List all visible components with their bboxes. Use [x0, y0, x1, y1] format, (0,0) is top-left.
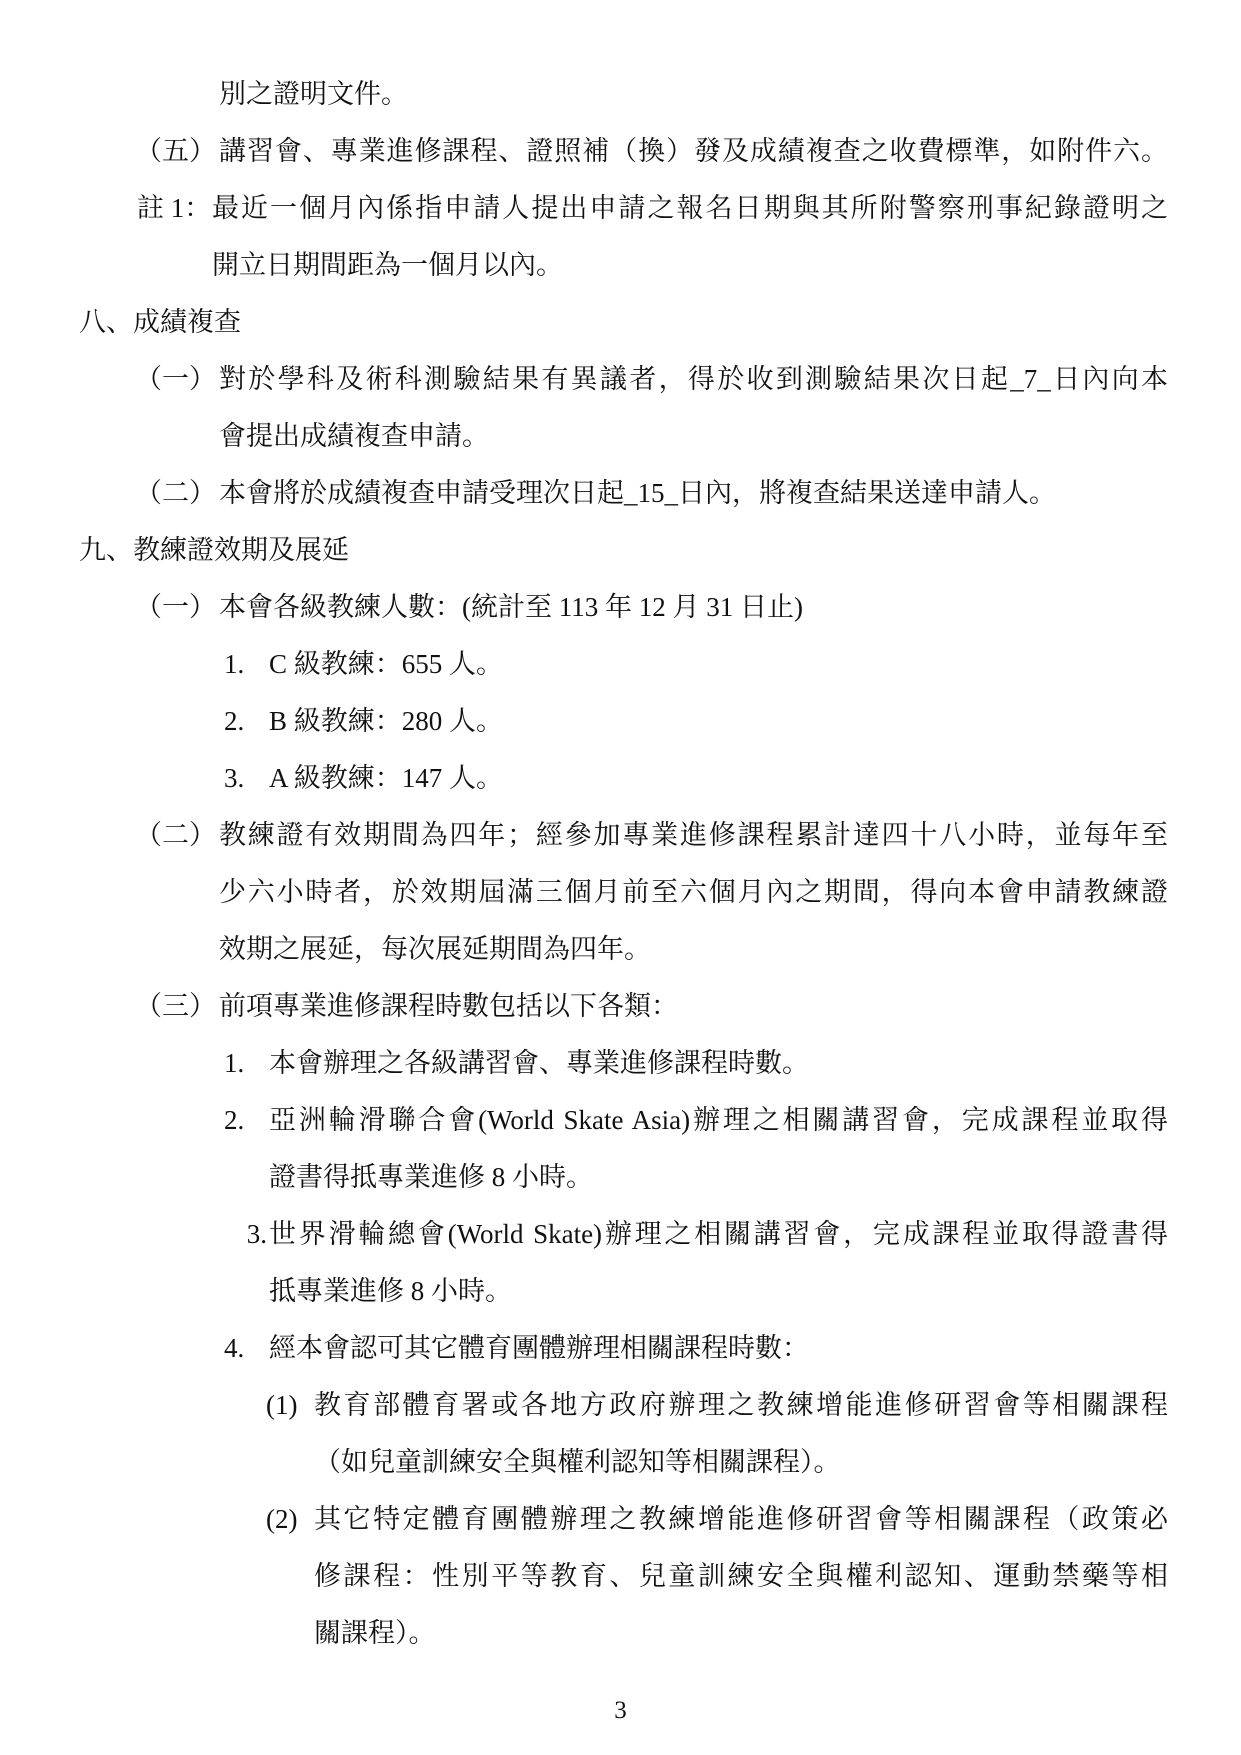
item-text-line: 少六小時者，於效期屆滿三個月前至六個月內之期間，得向本會申請教練證: [219, 877, 1168, 907]
subitem-text-line: A 級教練：147 人。: [269, 763, 504, 793]
item-text-line: 前項專業進修課程時數包括以下各類：: [219, 991, 678, 1021]
carryover-line: [0, 66, 1168, 123]
carryover-text: 別之證明文件。: [219, 79, 408, 109]
list-item: [0, 465, 1168, 522]
list-item-continuation: [0, 864, 1168, 921]
subitem-text-line: 世界滑輪總會(World Skate)辦理之相關講習會，完成課程並取得證書得: [269, 1219, 1168, 1249]
subitem-marker: 3.: [246, 1219, 267, 1249]
subitem: [0, 1092, 1168, 1149]
subitem: [0, 750, 1168, 807]
list-item-continuation: [0, 921, 1168, 978]
note-text-line: 開立日期間距為一個月以內。: [212, 250, 563, 280]
subitem: [0, 1035, 1168, 1092]
subitem-text-line: 亞洲輪滑聯合會(World Skate Asia)辦理之相關講習會，完成課程並取得: [269, 1105, 1168, 1135]
section-heading: [0, 294, 1168, 351]
subitem: [0, 1320, 1168, 1377]
page-number: 3: [614, 1697, 627, 1724]
nested-subitem-marker: (1): [266, 1390, 298, 1420]
nested-subitem-text-line: （如兒童訓練安全與權利認知等相關課程）。: [314, 1447, 841, 1477]
subitem-text-line: B 級教練：280 人。: [269, 706, 504, 736]
subitem-marker: 1.: [224, 649, 245, 679]
note-item: [0, 180, 1168, 237]
fee-item: [0, 123, 1168, 180]
nested-subitem-continuation: [0, 1434, 1168, 1491]
item-text-line: 會提出成績複查申請。: [219, 421, 489, 451]
list-item: [0, 807, 1168, 864]
item-marker: （二）: [135, 820, 216, 850]
document-body: [0, 66, 1241, 1662]
item-text-line: 本會各級教練人數：(統計至 113 年 12 月 31 日止): [219, 592, 803, 622]
subitem-marker: 4.: [224, 1333, 245, 1363]
nested-subitem: [0, 1377, 1168, 1434]
nested-subitem-text-line: 其它特定體育團體辦理之教練增能進修研習會等相關課程（政策必: [314, 1504, 1168, 1534]
nested-subitem-marker: (2): [266, 1504, 298, 1534]
subitem: [0, 693, 1168, 750]
item-text-line: 本會將於成績複查申請受理次日起_15_日內，將複查結果送達申請人。: [219, 478, 1056, 508]
list-item: [0, 978, 1168, 1035]
item-text-line: 對於學科及術科測驗結果有異議者，得於收到測驗結果次日起_7_日內向本: [219, 364, 1168, 394]
subitem: [0, 636, 1168, 693]
nested-subitem-text-line: 教育部體育署或各地方政府辦理之教練增能進修研習會等相關課程: [314, 1390, 1168, 1420]
note-text-line: 最近一個月內係指申請人提出申請之報名日期與其所附警察刑事紀錄證明之: [212, 193, 1168, 223]
note-continuation: [0, 237, 1168, 294]
nested-subitem-text-line: 修課程：性別平等教育、兒童訓練安全與權利認知、運動禁藥等相: [314, 1561, 1168, 1591]
section-heading-text: 九、教練證效期及展延: [79, 535, 349, 565]
list-item: [0, 351, 1168, 408]
nested-subitem: [0, 1491, 1168, 1548]
subitem-marker: 2.: [224, 706, 245, 736]
item-marker: （一）: [135, 592, 216, 622]
subitem: [0, 1206, 1168, 1263]
subitem-continuation: [0, 1263, 1168, 1320]
subitem-continuation: [0, 1149, 1168, 1206]
subitem-text-line: 抵專業進修 8 小時。: [269, 1276, 512, 1306]
item-marker: （五）: [135, 136, 216, 166]
item-marker: （三）: [135, 991, 216, 1021]
subitem-marker: 3.: [224, 763, 245, 793]
item-text-line: 效期之展延，每次展延期間為四年。: [219, 934, 651, 964]
note-marker: 註 1：: [137, 193, 212, 223]
list-item: [0, 579, 1168, 636]
section-heading-text: 八、成績複查: [79, 307, 241, 337]
item-text-line: 教練證有效期間為四年；經參加專業進修課程累計達四十八小時，並每年至: [219, 820, 1168, 850]
subitem-marker: 1.: [224, 1048, 245, 1078]
item-marker: （二）: [135, 478, 216, 508]
subitem-text-line: 經本會認可其它體育團體辦理相關課程時數：: [269, 1333, 809, 1363]
nested-subitem-continuation: [0, 1548, 1168, 1605]
subitem-text-line: 本會辦理之各級講習會、專業進修課程時數。: [269, 1048, 809, 1078]
item-text-line: 講習會、專業進修課程、證照補（換）發及成績複查之收費標準，如附件六。: [219, 136, 1168, 166]
list-item-continuation: [0, 408, 1168, 465]
section-heading: [0, 522, 1168, 579]
subitem-text-line: 證書得抵專業進修 8 小時。: [269, 1162, 593, 1192]
subitem-marker: 2.: [224, 1105, 245, 1135]
nested-subitem-text-line: 關課程）。: [314, 1618, 436, 1648]
nested-subitem-continuation: [0, 1605, 1168, 1662]
item-marker: （一）: [135, 364, 216, 394]
subitem-text-line: C 級教練：655 人。: [269, 649, 504, 679]
